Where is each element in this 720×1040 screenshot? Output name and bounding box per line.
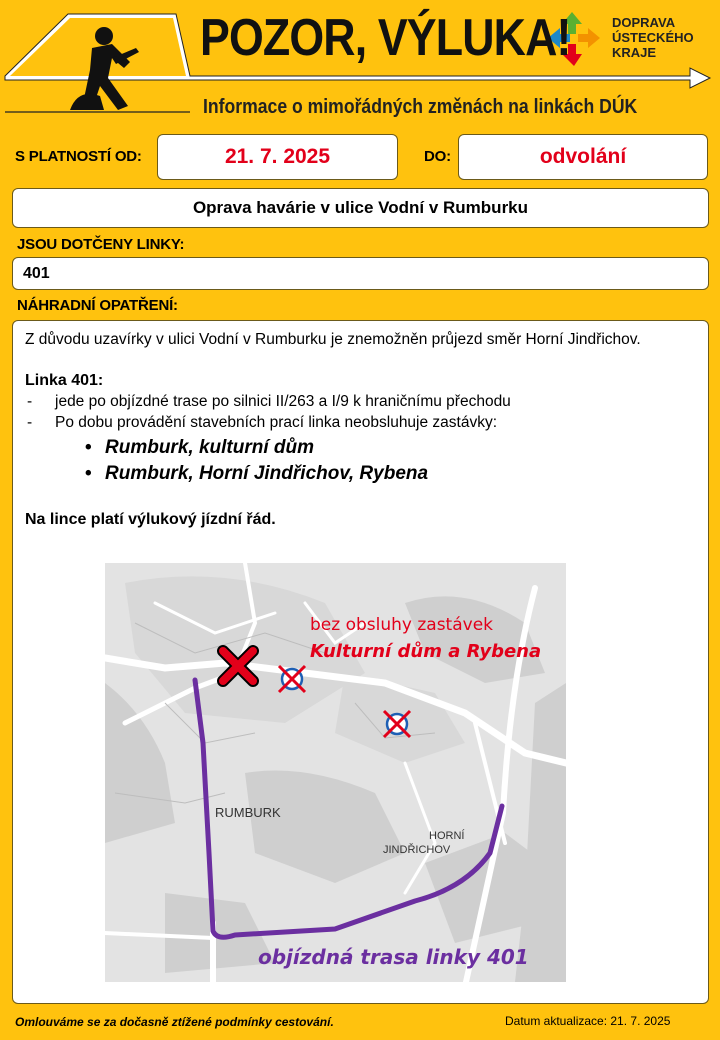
line-heading: Linka 401: xyxy=(25,372,104,389)
place-label-horni: HORNÍ xyxy=(429,830,465,842)
valid-to-label: DO: xyxy=(424,148,451,165)
page-title: POZOR, VÝLUKA! xyxy=(200,9,571,67)
detour-label: objízdná trasa linky 401 xyxy=(258,945,529,969)
detour-map xyxy=(105,563,566,982)
footer-updated: Datum aktualizace: 21. 7. 2025 xyxy=(505,1014,671,1028)
valid-from-label: S PLATNOSTÍ OD: xyxy=(15,148,142,165)
list-item: - Po dobu provádění stavebních prací linka neobsluhuje zastávky: xyxy=(25,412,696,433)
place-label-rumburk: RUMBURK xyxy=(215,805,281,820)
closed-stop: • Rumburk, kulturní dům xyxy=(25,435,696,461)
closed-stop: • Rumburk, Horní Jindřichov, Rybena xyxy=(25,461,696,487)
affected-lines-label: JSOU DOTČENY LINKY: xyxy=(17,236,185,253)
measures-intro: Z důvodu uzavírky v ulici Vodní v Rumburku je znemožněn průjezd směr Horní Jindřichov. xyxy=(25,331,641,348)
map-note-line2: Kulturní dům a Rybena xyxy=(310,641,542,662)
timetable-note: Na lince platí výlukový jízdní řád. xyxy=(25,511,276,528)
valid-to-value: odvolání xyxy=(458,134,708,180)
valid-from-value: 21. 7. 2025 xyxy=(157,134,398,180)
footer-apology: Omlouváme se za dočasně ztížené podmínky cestování. xyxy=(15,1015,334,1029)
notice-headline: Oprava havárie v ulice Vodní v Rumburku xyxy=(12,188,709,228)
measures-list xyxy=(25,391,696,433)
measures-label: NÁHRADNÍ OPATŘENÍ: xyxy=(17,297,178,314)
cancelled-stop-icon xyxy=(384,711,410,737)
list-item: - jede po objízdné trase po silnici II/263 a I/9 k hraničnímu přechodu xyxy=(25,391,696,412)
affected-lines-value: 401 xyxy=(12,257,709,290)
brand-name: DOPRAVA ÚSTECKÉHO KRAJE xyxy=(612,15,694,60)
map-note-line1: bez obsluhy zastávek xyxy=(310,615,494,635)
cancelled-stop-icon xyxy=(279,666,305,692)
closed-stops-list xyxy=(25,435,696,487)
page-subtitle: Informace o mimořádných změnách na linkách DÚK xyxy=(203,96,638,118)
place-label-jindrichov: JINDŘICHOV xyxy=(383,844,451,856)
